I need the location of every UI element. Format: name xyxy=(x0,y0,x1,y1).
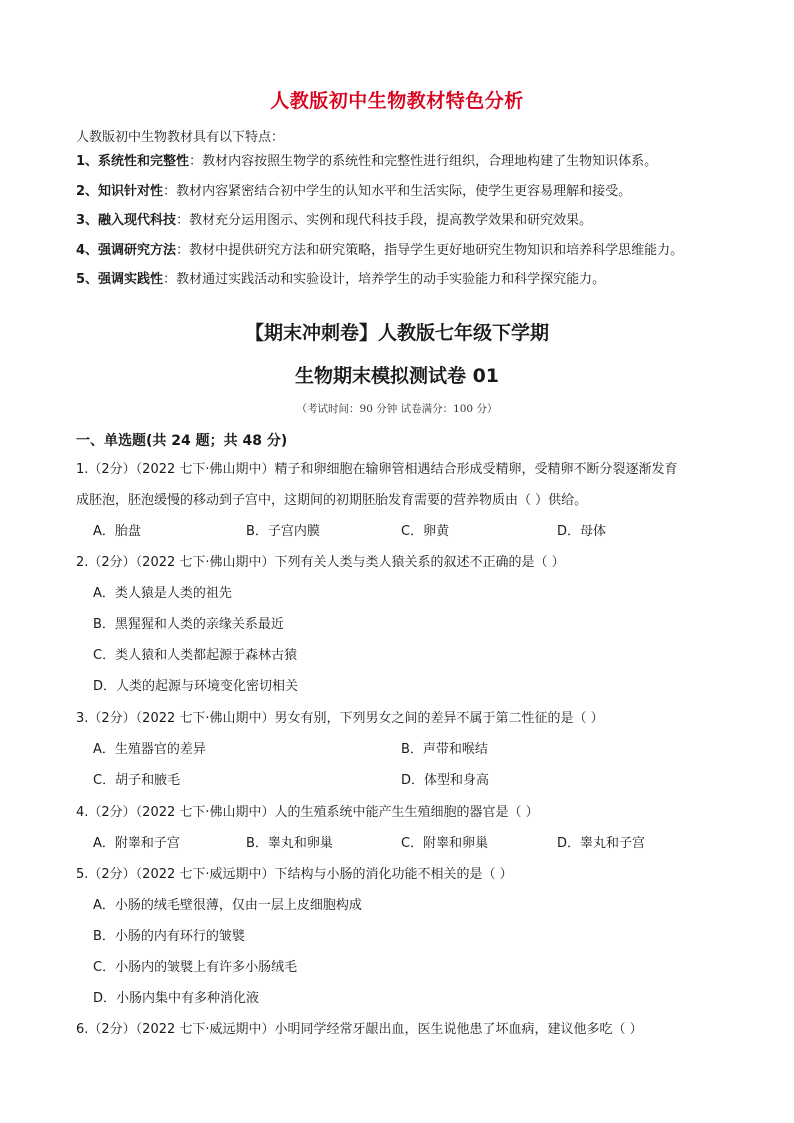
feature-number: 4、 xyxy=(76,242,99,258)
option-b: B．小肠的内有环行的皱襞 xyxy=(93,929,245,944)
question-stem: 5.（2分）（2022 七下·威远期中）下结构与小肠的消化功能不相关的是（ ） xyxy=(76,867,513,882)
feature-number: 3、 xyxy=(76,213,99,228)
option-d: D．人类的起源与环境变化密切相关 xyxy=(93,679,299,694)
option-b: B．声带和喉结 xyxy=(401,742,488,757)
option-row xyxy=(76,516,728,547)
question-stem: 1.（2分）（2022 七下·佛山期中）精子和卵细胞在输卵管相遇结合形成受精卵，受精卵不断分裂逐渐发育 xyxy=(76,462,678,477)
option-d: D．体型和身高 xyxy=(401,773,490,788)
feature-text: ：教材通过实践活动和实验设计，培养学生的动手实验能力和科学探究能力。 xyxy=(163,272,606,287)
question-stem: 6.（2分）（2022 七下·威远期中）小明同学经常牙龈出血，医生说他患了坏血病，建议他多吃（ ） xyxy=(76,1022,643,1037)
option-row xyxy=(76,765,728,796)
question-4 xyxy=(76,797,728,859)
option-a: A．小肠的绒毛壁很薄，仅由一层上皮细胞构成 xyxy=(93,898,362,913)
feature-item xyxy=(76,182,736,212)
option-a: A．附睾和子宫 xyxy=(93,836,180,851)
option-a: A．生殖器官的差异 xyxy=(93,742,206,757)
option-c: C．胡子和腋毛 xyxy=(93,773,181,788)
option-a: A．类人猿是人类的祖先 xyxy=(93,586,232,601)
question-stem-continued: 成胚泡，胚泡缓慢的移动到子宫中，这期间的初期胚胎发育需要的营养物质由（ ）供给。 xyxy=(76,493,588,508)
option-d: D．小肠内集中有多种消化液 xyxy=(93,991,260,1006)
feature-item xyxy=(76,152,736,182)
question-stem: 3.（2分）（2022 七下·佛山期中）男女有别，下列男女之间的差异不属于第二性征的是（ ） xyxy=(76,711,604,726)
feature-number: 1、 xyxy=(76,154,99,169)
question-5 xyxy=(76,859,728,1014)
option-c: C．附睾和卵巢 xyxy=(401,836,489,851)
feature-item xyxy=(76,211,736,241)
question-stem: 4.（2分）（2022 七下·佛山期中）人的生殖系统中能产生生殖细胞的器官是（ ） xyxy=(76,805,539,820)
question-stem: 2.（2分）（2022 七下·佛山期中）下列有关人类与类人猿关系的叙述不正确的是（ ） xyxy=(76,555,565,570)
option-row xyxy=(76,828,728,859)
option-c: C．小肠内的皱襞上有许多小肠绒毛 xyxy=(93,960,298,975)
question-1 xyxy=(76,454,728,547)
question-3 xyxy=(76,703,728,796)
question-2 xyxy=(76,547,728,702)
page-title: 人教版初中生物教材特色分析 xyxy=(270,90,524,112)
feature-text: ：教材内容紧密结合初中学生的认知水平和生活实际，使学生更容易理解和接受。 xyxy=(163,183,632,199)
section-heading: 一、单选题(共 24 题；共 48 分) xyxy=(76,433,288,449)
question-6 xyxy=(76,1014,728,1045)
option-c: C．类人猿和人类都起源于森林古猿 xyxy=(93,648,298,663)
feature-text: ：教材内容按照生物学的系统性和完整性进行组织，合理地构建了生物知识体系。 xyxy=(189,154,658,169)
feature-keyword: 知识针对性 xyxy=(98,183,164,199)
option-d: D．睾丸和子宫 xyxy=(557,836,646,851)
exam-subtitle: 生物期末模拟测试卷 01 xyxy=(294,365,500,387)
feature-list xyxy=(76,152,736,300)
feature-number: 2、 xyxy=(76,183,99,199)
intro-text: 人教版初中生物教材具有以下特点： xyxy=(76,130,285,145)
option-c: C．卵黄 xyxy=(401,524,450,539)
feature-keyword: 强调实践性 xyxy=(98,272,164,287)
feature-item xyxy=(76,241,736,271)
feature-keyword: 融入现代科技 xyxy=(98,213,177,228)
exam-info: （考试时间：90 分钟 试卷满分：100 分） xyxy=(296,403,498,415)
option-d: D．母体 xyxy=(557,524,607,539)
option-b: B．睾丸和卵巢 xyxy=(246,836,333,851)
exam-title: 【期末冲刺卷】人教版七年级下学期 xyxy=(244,322,549,344)
feature-keyword: 系统性和完整性 xyxy=(98,154,190,169)
option-b: B．黑猩猩和人类的亲缘关系最近 xyxy=(93,617,284,632)
option-b: B．子宫内膜 xyxy=(246,524,320,539)
feature-text: ：教材充分运用图示、实例和现代科技手段，提高教学效果和研究效果。 xyxy=(176,213,593,228)
option-row xyxy=(76,734,728,765)
feature-number: 5、 xyxy=(76,272,99,287)
feature-keyword: 强调研究方法 xyxy=(98,242,177,258)
feature-text: ：教材中提供研究方法和研究策略，指导学生更好地研究生物知识和培养科学思维能力。 xyxy=(176,242,684,258)
feature-item xyxy=(76,270,736,300)
option-a: A．胎盘 xyxy=(93,524,141,539)
